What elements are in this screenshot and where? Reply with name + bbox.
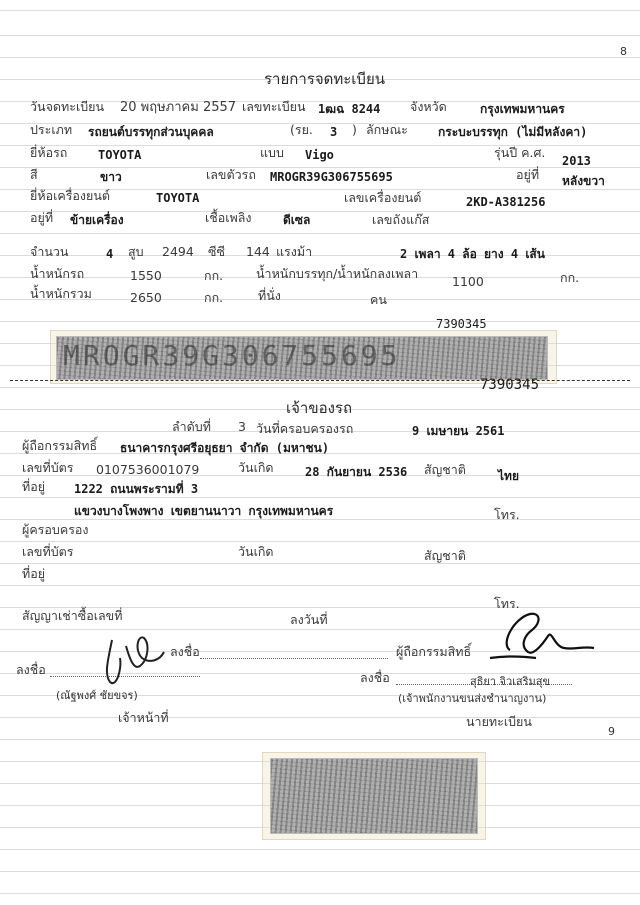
sign-line-1 <box>200 658 388 659</box>
type-label: ประเภท <box>30 122 73 137</box>
owned-date: 9 เมษายน 2561 <box>412 424 505 438</box>
year-label: รุ่นปี ค.ศ. <box>494 145 546 160</box>
engine-brand: TOYOTA <box>156 191 200 205</box>
color-label: สี <box>30 167 38 182</box>
cylinder-label: สูบ <box>128 244 144 259</box>
chassis-label: เลขตัวรถ <box>206 167 256 182</box>
total-weight-label: น้ำหนักรวม <box>30 286 92 301</box>
gas-tank-label: เลขถังแก๊ส <box>372 212 430 227</box>
seat-label: ที่นั่ง <box>258 288 281 303</box>
color: ขาว <box>100 170 122 184</box>
registration-title: รายการจดทะเบียน <box>264 70 385 88</box>
located-label: อยู่ที่ <box>516 167 540 182</box>
officer-signature <box>90 630 170 690</box>
engine-location: ข้ายเครื่อง <box>70 213 124 227</box>
total-kg: กก. <box>204 290 224 305</box>
ry-value: 3 <box>330 125 338 139</box>
page-number-top: 8 <box>620 45 627 58</box>
possessor-address-label: ที่อยู่ <box>22 566 46 581</box>
address-line-1: 1222 ถนนพระรามที่ 3 <box>74 482 199 496</box>
vehicle-type: รถยนต์บรรทุกส่วนบุคคล <box>88 125 214 139</box>
engine-brand-label: ยี่ห้อเครื่องยนต์ <box>30 188 111 203</box>
located: หลังขวา <box>562 174 605 188</box>
qty-label: จำนวน <box>30 244 69 259</box>
province-label: จังหวัด <box>410 99 447 114</box>
officer-label: เจ้าหน้าที่ <box>118 710 169 725</box>
chassis-number: MROGR39G306755695 <box>270 170 393 184</box>
order-label: ลำดับที่ <box>172 419 211 434</box>
dob: 28 กันยายน 2536 <box>305 465 408 479</box>
nationality-label: สัญชาติ <box>424 462 466 477</box>
plate-label: เลขทะเบียน <box>242 99 306 114</box>
owner-signature <box>470 606 600 666</box>
officer-name: (ณัฐพงศ์ ชัยขจร) <box>56 689 138 702</box>
legal-owner-label: ผู้ถือกรรมสิทธิ์ <box>22 438 98 453</box>
address-label: ที่อยู่ <box>22 479 46 494</box>
registrar-title: (เจ้าพนักงานขนส่งชำนาญงาน) <box>398 692 547 705</box>
registrar-label: นายทะเบียน <box>466 714 532 729</box>
vehicle-nature: กระบะบรรทุก (ไม่มีหลังคา) <box>438 125 588 139</box>
plate-number: 1ฒฉ 8244 <box>318 102 381 116</box>
nationality: ไทย <box>498 469 519 483</box>
load-label: น้ำหนักบรรทุก/น้ำหนักลงเพลา <box>256 266 419 281</box>
owner-sign-label: ผู้ถือกรรมสิทธิ์ <box>396 644 472 659</box>
owner-title: เจ้าของรถ <box>286 399 353 417</box>
weight: 1550 <box>130 268 162 283</box>
dob-label: วันเกิด <box>238 460 274 475</box>
tel-label: โทร. <box>494 507 520 522</box>
engine-rubbing <box>270 758 478 834</box>
total-weight: 2650 <box>130 290 162 305</box>
province: กรุงเทพมหานคร <box>480 102 565 116</box>
rubbing-text: MROGR39G306755695 <box>63 339 401 372</box>
model-year: 2013 <box>562 154 591 168</box>
sign-label-2: ลงชื่อ <box>16 662 46 677</box>
order: 3 <box>238 419 246 434</box>
id-number: 0107536001079 <box>96 462 200 477</box>
rubbing-code-top: 7390345 <box>436 317 487 331</box>
model-label: แบบ <box>260 145 284 160</box>
possessor-id-label: เลขที่บัตร <box>22 544 74 559</box>
model: Vigo <box>305 148 334 162</box>
weight-kg: กก. <box>204 268 224 283</box>
hp-label: แรงม้า <box>276 244 313 259</box>
legal-owner: ธนาคารกรุงศรีอยุธยา จำกัด (มหาชน) <box>120 441 330 455</box>
cc-value: 2494 <box>162 244 194 259</box>
engine-loc-label: อยู่ที่ <box>30 210 54 225</box>
id-label: เลขที่บัตร <box>22 460 74 475</box>
owned-date-label: วันที่ครอบครองรถ <box>256 421 354 436</box>
registrar-name: สุธิยา จิวเสริมสุข <box>470 675 551 688</box>
rubbing-code-bottom: 7390345 <box>480 377 540 393</box>
load-kg: กก. <box>560 270 580 285</box>
reg-date-label: วันจดทะเบียน <box>30 99 105 114</box>
contract-label: สัญญาเช่าซื้อเลขที่ <box>22 608 123 623</box>
load: 1100 <box>452 274 484 289</box>
possessor-tel-label: โทร. <box>494 596 520 611</box>
possessor-label: ผู้ครอบครอง <box>22 522 89 537</box>
reg-date: 20 พฤษภาคม 2557 <box>120 100 237 115</box>
seat-unit: คน <box>370 292 387 307</box>
chassis-rubbing <box>56 336 548 380</box>
cc-label: ซีซี <box>208 244 225 259</box>
weight-label: น้ำหนักรถ <box>30 266 85 281</box>
sign-label-3: ลงชื่อ <box>360 670 390 685</box>
brand: TOYOTA <box>98 148 142 162</box>
fuel: ดีเซล <box>283 213 311 227</box>
engine-number: 2KD-A381256 <box>466 195 546 209</box>
page-number-bottom: 9 <box>608 725 615 738</box>
brand-label: ยี่ห้อรถ <box>30 145 68 160</box>
possessor-nationality-label: สัญชาติ <box>424 548 466 563</box>
sign-label-1: ลงชื่อ <box>170 644 200 659</box>
nature-label: ลักษณะ <box>366 122 408 137</box>
possessor-dob-label: วันเกิด <box>238 544 274 559</box>
address-line-2: แขวงบางโพงพาง เขตยานนาวา กรุงเทพมหานคร <box>74 504 334 518</box>
qty: 4 <box>106 247 114 261</box>
contract-date-label: ลงวันที่ <box>290 612 328 627</box>
axle-config: 2 เพลา 4 ล้อ ยาง 4 เส้น <box>400 247 545 261</box>
ry-label: (รย. <box>290 122 313 137</box>
fuel-label: เชื้อเพลิง <box>205 210 252 225</box>
hp-value: 144 <box>246 244 270 259</box>
engine-no-label: เลขเครื่องยนต์ <box>344 190 422 205</box>
ry-close: ) <box>352 122 357 137</box>
